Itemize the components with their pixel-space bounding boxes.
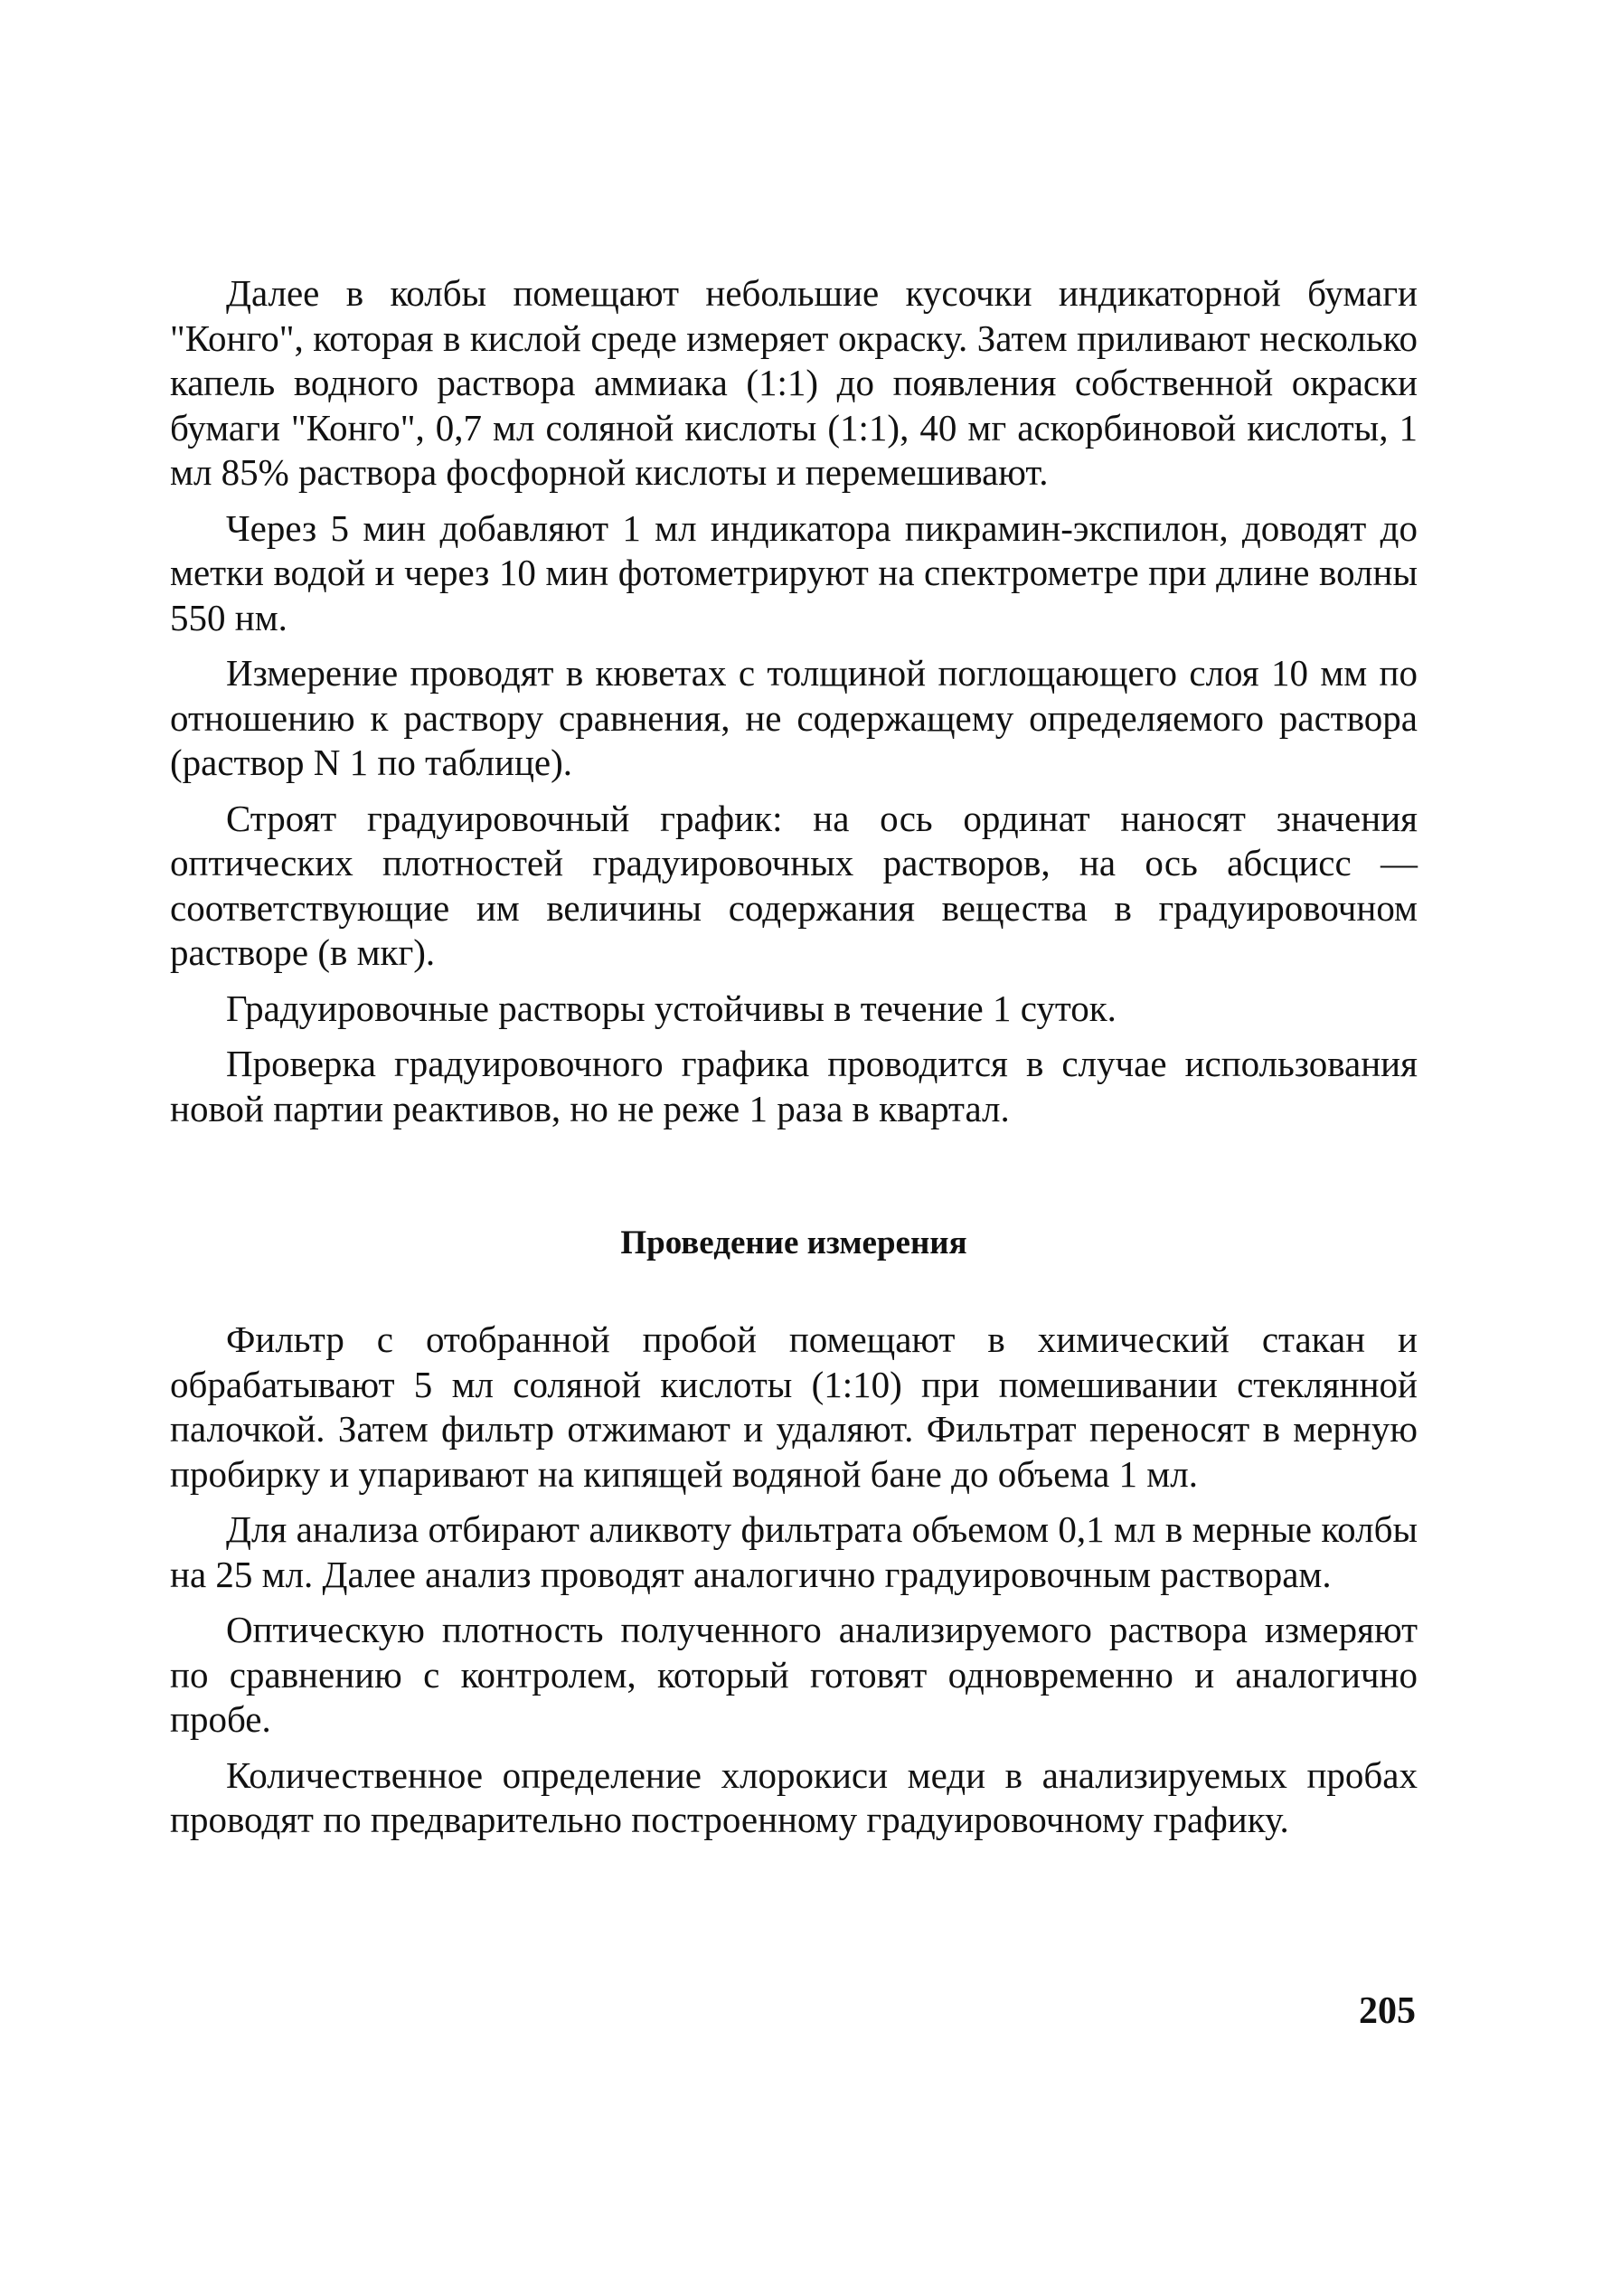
paragraph: Строят градуировочный график: на ось ординат наносят значения оптических плотностей градуировочных растворов, на ось абсцисс — соответствующие им величины содержания вещества в градуировочном растворе (в мкг). <box>170 797 1418 973</box>
paragraph: Оптическую плотность полученного анализируемого раствора измеряют по сравнению с контролем, который готовят одновременно и аналогично пробе. <box>170 1609 1418 1740</box>
paragraph: Измерение проводят в кюветах с толщиной поглощающего слоя 10 мм по отношению к раствору сравнения, не содержащему определяемого раствора (раствор N 1 по таблице). <box>170 652 1418 783</box>
paragraph: Далее в колбы помещают небольшие кусочки индикаторной бумаги "Конго", которая в кислой среде измеряет окраску. Затем приливают несколько капель водного раствора аммиака (1:1) до появления собственной окраски бумаги "Конго", 0,7 мл соляной кислоты (1:1), 40 мг аскорбиновой кислоты, 1 мл 85% раствора фосфорной кислоты и перемешивают. <box>170 272 1418 493</box>
section-heading: Проведение измерения <box>620 1224 967 1261</box>
page-body <box>170 271 1418 1854</box>
paragraph: Проверка градуировочного графика проводится в случае использования новой партии реактивов, но не реже 1 раза в квартал. <box>170 1043 1418 1129</box>
paragraph: Через 5 мин добавляют 1 мл индикатора пикрамин-экспилон, доводят до метки водой и через 10 мин фотометрируют на спектрометре при длине волны 550 нм. <box>170 506 1418 638</box>
paragraph: Количественное определение хлорокиси меди в анализируемых пробах проводят по предварительно построенному градуировочному графику. <box>170 1753 1418 1840</box>
paragraph: Градуировочные растворы устойчивы в течение 1 суток. <box>226 987 1117 1029</box>
paragraph: Для анализа отбирают аликвоту фильтрата объемом 0,1 мл в мерные колбы на 25 мл. Далее анализ проводят аналогично градуировочным растворам. <box>170 1508 1418 1595</box>
paragraph: Фильтр с отобранной пробой помещают в химический стакан и обрабатывают 5 мл соляной кислоты (1:10) при помешивании стеклянной палочкой. Затем фильтр отжимают и удаляют. Фильтрат переносят в мерную пробирку и упаривают на кипящей водяной бане до объема 1 мл. <box>170 1318 1418 1495</box>
page-number: 205 <box>1359 1990 1416 2032</box>
